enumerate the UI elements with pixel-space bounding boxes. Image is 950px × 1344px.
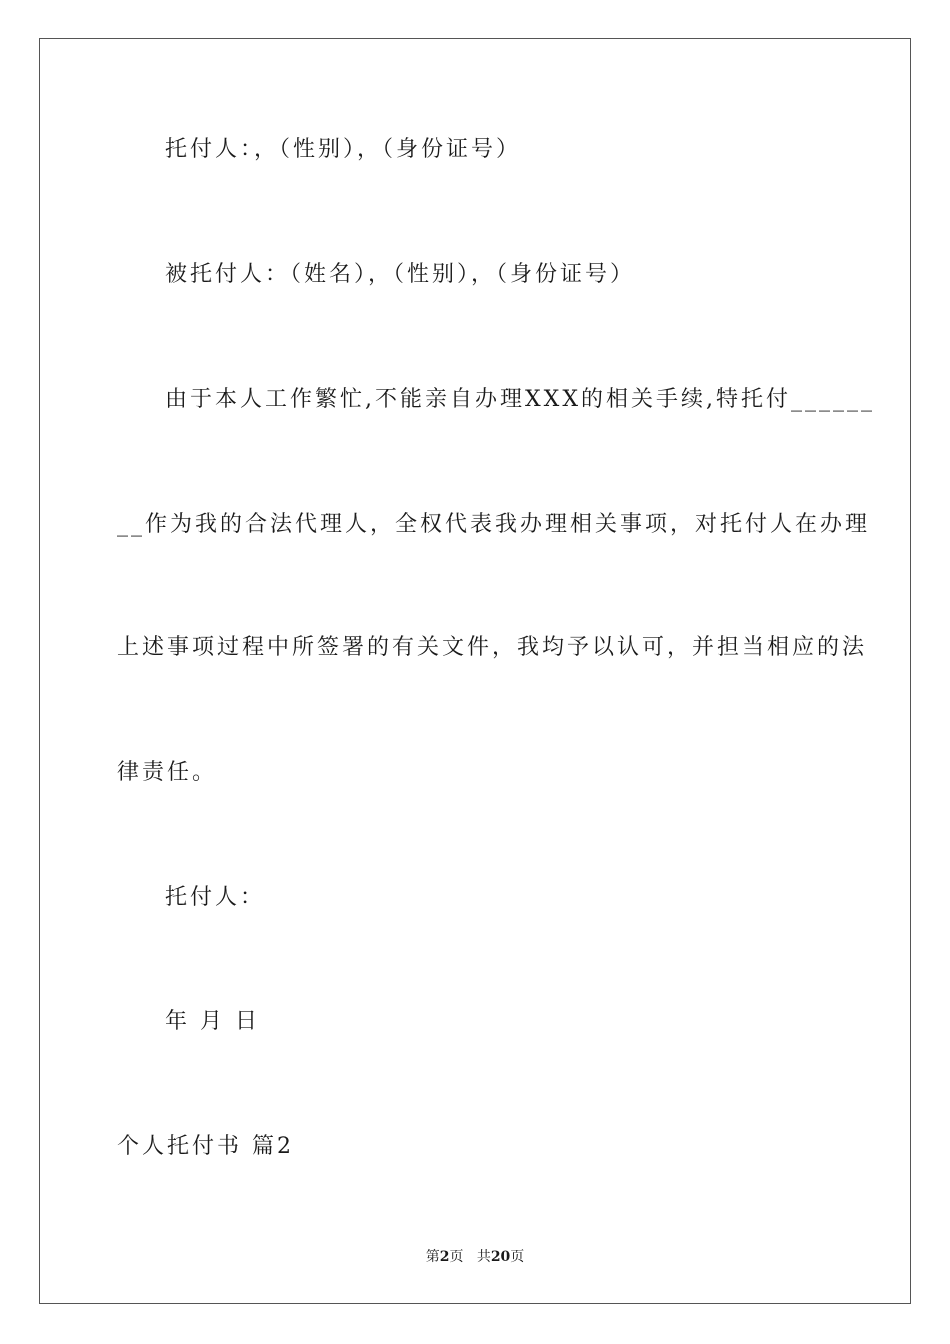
footer-total-suffix: 页 [510,1249,525,1265]
footer-page-suffix: 页 [449,1249,464,1265]
principal-line: 托付人：，（性别），（身份证号） [165,137,522,162]
section-heading: 个人托付书 篇2 [117,1134,294,1159]
page-frame [39,38,911,1304]
agent-line: 被托付人：（姓名），（性别），（身份证号） [165,262,636,287]
footer-total-prefix: 共 [476,1249,491,1265]
date-line: 年 月 日 [165,1009,260,1034]
footer-page-number: 2 [439,1249,450,1265]
footer-total-pages: 20 [490,1249,511,1265]
page-footer [0,1248,950,1266]
signature-line: 托付人： [165,885,266,910]
body-paragraph-line-4: 律责任。 [117,760,218,785]
body-paragraph-line-1: 由于本人工作繁忙,不能亲自办理XXX的相关手续,特托付______ [165,387,875,412]
body-paragraph-line-3: 上述事项过程中所签署的有关文件，我均予以认可，并担当相应的法 [117,635,868,660]
footer-prefix: 第 [425,1249,440,1265]
body-paragraph-line-2: __作为我的合法代理人，全权代表我办理相关事项，对托付人在办理 [117,512,871,537]
